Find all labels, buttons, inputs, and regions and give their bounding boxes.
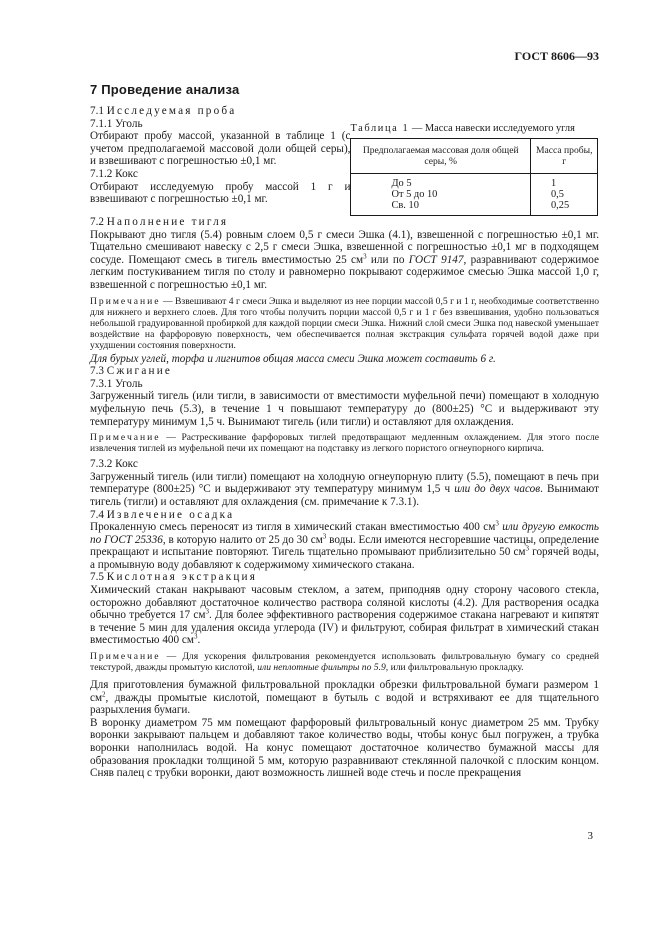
table-header-sulfur: Предполагаемая массовая доля общей серы, % xyxy=(351,139,530,174)
clause-7-3-2-text xyxy=(90,471,599,509)
clause-7-1-1-text: Отбирают пробу массой, указанной в таблице 1 (с учетом предполагаемой массовой доли общей серы), и взвешивают с погрешностью ±0,1 мг. xyxy=(90,130,351,168)
table-cell: До 5 xyxy=(351,174,530,190)
clause-7-5-text xyxy=(90,584,599,647)
note-text: — Для ускорения фильтрования рекомендуется использовать фильтровальную бумагу со средней текстурой, дважды промытую кислотой, xyxy=(90,651,599,674)
superscript: 3 xyxy=(322,531,327,540)
table-header-mass: Масса пробы, г xyxy=(530,139,598,174)
table-1 xyxy=(350,138,598,216)
subsection-number: 7.2 xyxy=(90,216,104,228)
superscript: 3 xyxy=(495,519,499,528)
subsection-name: Наполнение тигля xyxy=(106,216,229,228)
table-cell: Св. 10 xyxy=(351,200,530,216)
right-column xyxy=(350,105,599,216)
text-run: . xyxy=(197,634,201,647)
note-text-italic: или неплотные фильтры по 5.9 xyxy=(257,662,386,674)
clause-7-1-2-title: 7.1.2 Кокс xyxy=(90,167,138,180)
subsection-name: Исследуемая проба xyxy=(106,105,237,117)
standard-reference: ГОСТ 9147 xyxy=(408,253,464,266)
table-row xyxy=(351,174,598,190)
page-number: 3 xyxy=(587,830,593,842)
superscript: 2 xyxy=(102,689,106,698)
text-run: , в которую налито от 25 до 30 см xyxy=(162,533,323,546)
clause-7-3-2-title: 7.3.2 Кокс xyxy=(90,458,138,471)
subsection-name: Кислотная экстракция xyxy=(106,571,258,584)
text-run: воды. Если имеются несгоревшие частицы, определение прекращают и испытание повторяют. Тигель тщательно промывают приблизительно 50 см xyxy=(90,533,599,559)
clause-7-3-1-text: Загруженный тигель (или тигли, в зависимости от вместимости муфельной печи) помещают в холодную муфельную печь (5.3), в течение 1 ч повышают температуру до (800±25) °С и выдерживают эту температуру минимум 1,5 ч. Вынимают тигель (или тигли) и оставляют для охлаждения. xyxy=(90,390,599,428)
note-7-3-1 xyxy=(90,432,599,454)
subsection-7-1-title xyxy=(90,105,350,118)
subsection-name: Извлечение осадка xyxy=(106,508,235,521)
clause-7-4-text xyxy=(90,521,599,571)
subsection-number: 7.4 xyxy=(90,508,104,521)
note-7-2 xyxy=(90,296,599,351)
subsection-name: Сжигание xyxy=(106,365,173,378)
clause-7-1-2-text: Отбирают исследуемую пробу массой 1 г и взвешивают с погрешностью ±0,1 мг. xyxy=(90,180,351,206)
table-caption-label: Таблица 1 xyxy=(350,123,410,134)
subsection-7-4-title xyxy=(90,509,599,522)
table-cell: 1 xyxy=(530,174,598,190)
table-cell: От 5 до 10 xyxy=(351,189,530,200)
section-7-1-block xyxy=(90,105,599,216)
clause-7-3-1-title: 7.3.1 Уголь xyxy=(90,377,143,390)
text-run: Загруженный тигель (или тигли) помещают на холодную огнеупорную плиту (5.5), помещают в печь при температуре (800±25) °С и выдерживают эту температуру минимум 1,5 ч xyxy=(90,470,599,496)
superscript: 3 xyxy=(363,252,367,261)
table-row xyxy=(351,189,598,200)
text-run: , разравнивают содержимое легким постукиванием тигля по столу и равномерно покрывают содержимое смесью Эшка массой 1,0 г, взвешенной с погрешностью ±0,1 мг. xyxy=(90,253,599,291)
subsection-7-3-title xyxy=(90,365,599,378)
subsection-number: 7.3 xyxy=(90,365,104,378)
subsection-7-5-title xyxy=(90,571,599,584)
subsection-7-2-title xyxy=(90,216,599,229)
superscript: 3 xyxy=(205,607,209,616)
text-run: или по xyxy=(366,253,409,266)
note-text: — Растрескивание фарфоровых тиглей предотвращают медленным охлаждением. Для этого после извлечения тиглей из муфельной печи их помещают на подставку из легкого пористого огнеупорного кирпича. xyxy=(90,432,599,455)
subsection-number: 7.5 xyxy=(90,571,104,584)
note-7-5 xyxy=(90,651,599,673)
document-id-header: ГОСТ 8606—93 xyxy=(514,49,599,63)
text-run: горячей воды, а промывную воду добавляют к содержимому химического стакана. xyxy=(90,546,599,571)
table-cell: 0,25 xyxy=(530,200,598,216)
table-row xyxy=(351,200,598,216)
clause-7-5-paragraph-2 xyxy=(90,679,599,717)
subsection-number: 7.1 xyxy=(90,105,104,117)
note-label: Примечание xyxy=(90,295,161,307)
text-run: Для приготовления бумажной фильтровальной прокладки обрезки фильтровальной бумаги размером 1 см xyxy=(90,679,599,704)
left-column xyxy=(90,105,350,216)
table-1-caption xyxy=(350,123,599,134)
section-title: 7 Проведение анализа xyxy=(90,82,240,97)
clause-7-1-1-title: 7.1.1 Уголь xyxy=(90,117,143,130)
note-label: Примечание xyxy=(90,651,161,663)
text-run: Покрывают дно тигля (5.4) ровным слоем 0,5 г смеси Эшка (4.1), взвешенной с погрешностью ±0,1 мг. Тщательно смешивают навеску с 2,5 г смеси Эшка, взвешенной с погрешностью ±0,1 мг в подходящем сосуде. Помещают смесь в тигель вместимостью 25 см xyxy=(90,228,599,266)
text-run-italic: или до двух часов xyxy=(454,483,541,496)
page-content xyxy=(90,82,599,780)
table-caption-text: — Масса навески исследуемого угля xyxy=(409,123,575,134)
text-run: Прокаленную смесь переносят из тигля в химический стакан вместимостью 400 см xyxy=(90,521,496,534)
text-run: Химический стакан накрывают часовым стеклом, а затем, приподняв одну сторону часового стекла, осторожно добавляют достаточное количество раствора соляной кислоты (4.2). Для растворения осадка обычно требуется 17 см xyxy=(90,584,599,622)
text-run-italic: или другую емкость по ГОСТ 25336 xyxy=(90,521,599,546)
clause-7-2-text xyxy=(90,229,599,292)
clause-7-5-paragraph-3: В воронку диаметром 75 мм помещают фарфоровый фильтровальный конус диаметром 25 мм. Трубку воронки закрывают пальцем и добавляют такое количество воды, чтобы конус был погружен, а трубка воронки наполнилась водой. На конус помещают достаточное количество бумажной массы для образования прокладки толщиной 5 мм, которую разравнивают стеклянной палочкой с плоским концом. Сняв палец с трубки воронки, дают возможность лишней воде стечь и после прекращения xyxy=(90,716,599,780)
superscript: 3 xyxy=(525,544,530,553)
text-run: . Вынимают тигель (тигли) и оставляют для охлаждения (см. примечание к 7.3.1). xyxy=(90,483,600,508)
clause-7-2-italic-line: Для бурых углей, торфа и лигнитов общая масса смеси Эшка может составить 6 г. xyxy=(90,352,496,365)
text-run: . Для более эффективного растворения содержимое стакана нагревают и кипятят в течение 5 мин для удаления оксида углерода (IV) и фильтруют, собирая фильтрат в химический стакан вместимостью 400 см xyxy=(90,609,599,647)
text-run: , дважды промытые кислотой, помещают в бутыль с водой и встряхивают ее для тщательного разрыхления бумаги. xyxy=(90,691,599,717)
note-label: Примечание xyxy=(90,432,161,444)
superscript: 3 xyxy=(193,632,198,641)
table-cell: 0,5 xyxy=(530,189,598,200)
note-text: , или фильтровальную прокладку. xyxy=(385,662,524,674)
note-text: — Взвешивают 4 г смеси Эшка и выделяют из нее порции массой 0,5 г и 1 г, необходимые соответственно для нижнего и верхнего слоев. Для того чтобы получить порции массой 0,5 г и 1 г без взвешивания, удобно пользоваться небольшой градуированной пробиркой для каждой порции смеси Эшка. Нижний слой смеси Эшка под навеской уменьшает воздействие на фарфоровую поверхность, чем обеспечивается полная экстракция сульфата горячей водой даже при ухудшении состояния поверхности. xyxy=(90,295,599,351)
